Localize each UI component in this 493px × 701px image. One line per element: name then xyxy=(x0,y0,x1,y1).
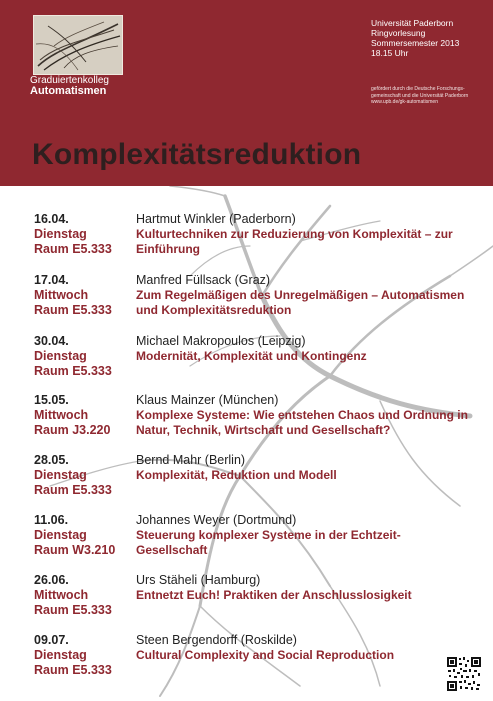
lecture-topic: Entnetzt Euch! Praktiken der Anschlusslosigkeit xyxy=(136,588,412,602)
lecture-speaker: Hartmut Winkler (Paderborn) xyxy=(136,212,296,226)
lecture-entry xyxy=(34,212,474,280)
lecture-topic: Kulturtechniken zur Reduzierung von Komplexität – zur Einführung xyxy=(136,227,453,256)
lecture-date: 28.05. xyxy=(34,453,69,467)
lecture-speaker: Bernd Mahr (Berlin) xyxy=(136,453,246,467)
lecture-topic: Komplexe Systeme: Wie entstehen Chaos und Ordnung in Natur, Technik, Wirtschaft und Gesellschaft? xyxy=(136,408,468,437)
lecture-entry xyxy=(34,453,474,521)
lecture-topic: Steuerung komplexer Systeme in der Echtzeit-Gesellschaft xyxy=(136,528,401,557)
event-info xyxy=(371,18,489,58)
kolleg-line2: Automatismen xyxy=(30,85,107,97)
lecture-topic: Modernität, Komplexität und Kontingenz xyxy=(136,349,367,363)
lecture-date: 26.06. xyxy=(34,573,69,587)
lecture-speaker: Steen Bergendorff (Roskilde) xyxy=(136,633,297,647)
lecture-entry xyxy=(34,573,474,641)
lecture-day: Dienstag xyxy=(34,227,87,241)
lecture-day: Mittwoch xyxy=(34,588,89,602)
lecture-day: Dienstag xyxy=(34,468,87,482)
lecture-date: 17.04. xyxy=(34,273,69,287)
lecture-speaker: Urs Stäheli (Hamburg) xyxy=(136,573,261,587)
funding-line2: gemeinschaft und die Universität Paderborn xyxy=(371,92,469,99)
lecture-day: Dienstag xyxy=(34,349,87,363)
lecture-date: 09.07. xyxy=(34,633,69,647)
lecture-date: 15.05. xyxy=(34,393,69,407)
website-link[interactable]: www.upb.de/gk-automatismen xyxy=(371,99,438,105)
university-name: Universität Paderborn xyxy=(371,18,454,28)
funding-line1: gefördert durch die Deutsche Forschungs- xyxy=(371,86,465,92)
funding-note xyxy=(371,86,491,106)
lecture-entry xyxy=(34,393,474,461)
kolleg-name xyxy=(30,75,140,97)
lecture-topic: Komplexität, Reduktion und Modell xyxy=(136,468,337,482)
lecture-room: Raum J3.220 xyxy=(34,423,111,437)
lecture-entry xyxy=(34,513,474,581)
lecture-room: Raum E5.333 xyxy=(34,483,112,497)
lecture-speaker: Johannes Weyer (Dortmund) xyxy=(136,513,297,527)
lecture-entry xyxy=(34,633,474,701)
lecture-date: 11.06. xyxy=(34,513,69,527)
lecture-day: Mittwoch xyxy=(34,288,89,302)
lecture-speaker: Klaus Mainzer (München) xyxy=(136,393,279,407)
lecture-entry xyxy=(34,334,474,402)
qr-code[interactable] xyxy=(446,656,482,692)
lecture-topic: Zum Regelmäßigen des Unregelmäßigen – Automatismen und Komplexitätsreduktion xyxy=(136,288,465,317)
kolleg-line1: Graduiertenkolleg xyxy=(30,75,109,86)
lecture-room: Raum W3.210 xyxy=(34,543,116,557)
lecture-date: 30.04. xyxy=(34,334,69,348)
lecture-room: Raum E5.333 xyxy=(34,242,112,256)
lecture-day: Dienstag xyxy=(34,528,87,542)
lecture-speaker: Michael Makropoulos (Leipzig) xyxy=(136,334,306,348)
kolleg-logo-image xyxy=(33,15,123,75)
lecture-room: Raum E5.333 xyxy=(34,603,112,617)
lecture-room: Raum E5.333 xyxy=(34,364,112,378)
lecture-speaker: Manfred Füllsack (Graz) xyxy=(136,273,271,287)
lecture-topic: Cultural Complexity and Social Reproduction xyxy=(136,648,395,662)
semester: Sommersemester 2013 xyxy=(371,38,460,48)
lecture-day: Dienstag xyxy=(34,648,87,662)
poster-title: Komplexitätsreduktion xyxy=(32,138,362,171)
lecture-entry xyxy=(34,273,474,341)
lecture-room: Raum E5.333 xyxy=(34,303,112,317)
lecture-series: Ringvorlesung xyxy=(371,28,426,38)
lecture-date: 16.04. xyxy=(34,212,69,226)
lecture-time: 18.15 Uhr xyxy=(371,48,409,58)
lecture-room: Raum E5.333 xyxy=(34,663,112,677)
lecture-day: Mittwoch xyxy=(34,408,89,422)
